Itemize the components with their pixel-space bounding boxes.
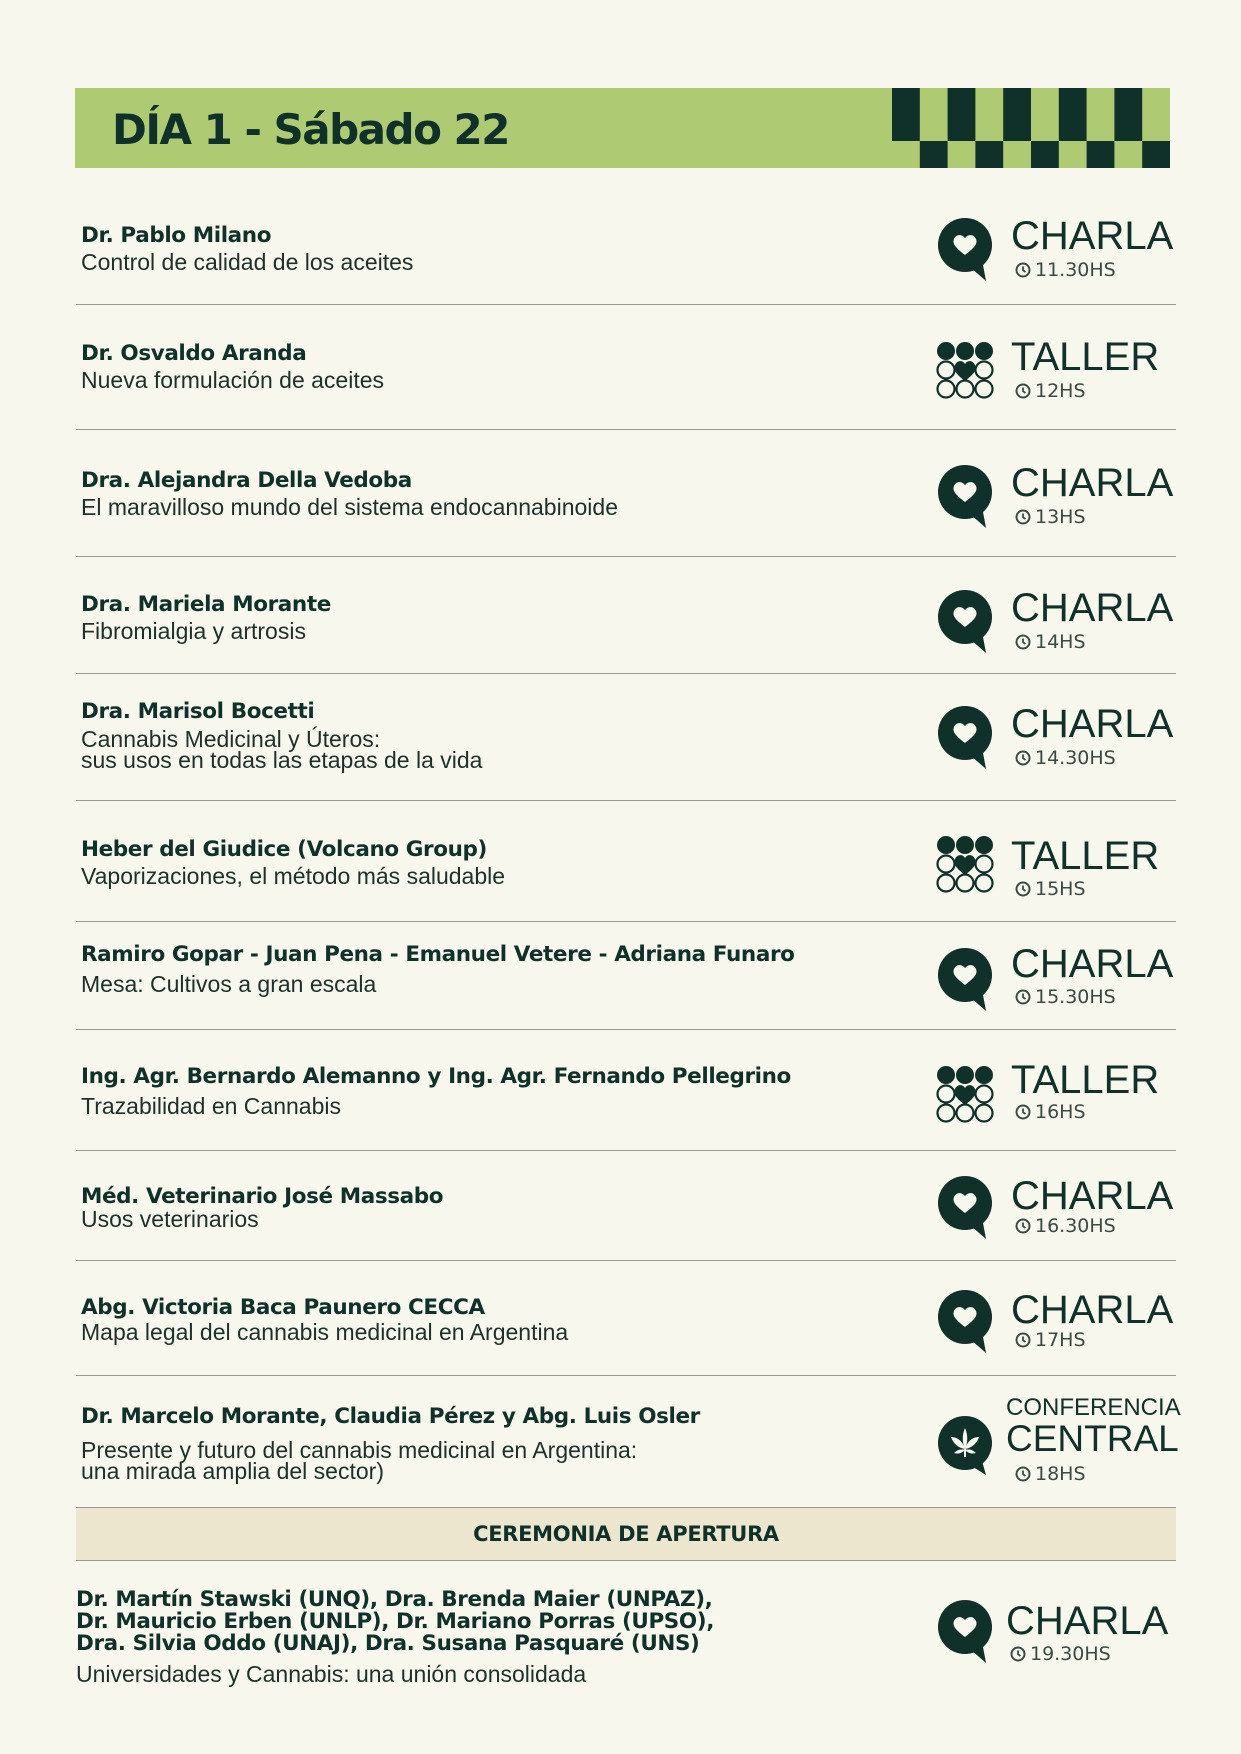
session-type: CHARLA	[1011, 1288, 1174, 1332]
speaker-names-line3: Dra. Silvia Oddo (UNAJ), Dra. Susana Pasquaré (UNS)	[76, 1631, 700, 1656]
speaker-name: Dr. Pablo Milano	[81, 223, 272, 248]
circles-heart-icon	[936, 1065, 994, 1123]
session-row	[76, 190, 1176, 305]
time-label: 15HS	[1035, 878, 1086, 900]
speaker-name: Ing. Agr. Bernardo Alemanno y Ing. Agr. Fernando Pellegrino	[81, 1064, 791, 1089]
ceremony-banner: CEREMONIA DE APERTURA	[76, 1507, 1176, 1561]
session-topic: Vaporizaciones, el método más saludable	[81, 863, 506, 889]
session-type-line2: CENTRAL	[1006, 1418, 1179, 1459]
time-label: 15.30HS	[1035, 986, 1116, 1008]
session-time	[1015, 1216, 1116, 1236]
speaker-name: Méd. Veterinario José Massabo	[81, 1184, 444, 1209]
session-type: CHARLA	[1011, 702, 1174, 746]
session-row-final	[76, 1561, 1176, 1711]
clock-icon	[1015, 750, 1031, 766]
session-row	[76, 801, 1176, 922]
time-label: 11.30HS	[1035, 259, 1116, 281]
speech-heart-icon	[936, 217, 994, 281]
session-time	[1015, 260, 1116, 280]
clock-icon	[1015, 1104, 1031, 1120]
clock-icon	[1015, 509, 1031, 525]
session-topic: El maravilloso mundo del sistema endocannabinoide	[81, 494, 618, 520]
time-label: 16HS	[1035, 1101, 1086, 1123]
session-type: CHARLA	[1011, 214, 1174, 258]
session-type: CHARLA	[1011, 461, 1174, 505]
session-row	[76, 305, 1176, 430]
time-label: 17HS	[1035, 1329, 1086, 1351]
time-label: 14.30HS	[1035, 747, 1116, 769]
session-time	[1010, 1644, 1111, 1664]
session-topic: Mapa legal del cannabis medicinal en Argentina	[81, 1319, 569, 1345]
speaker-name: Dra. Mariela Morante	[81, 592, 331, 617]
session-topic: Mesa: Cultivos a gran escala	[81, 971, 377, 997]
clock-icon	[1015, 881, 1031, 897]
session-type: CHARLA	[1011, 942, 1174, 986]
session-topic: Trazabilidad en Cannabis	[81, 1093, 341, 1119]
session-row	[76, 674, 1176, 801]
speech-leaf-icon	[936, 1415, 994, 1479]
session-type: CHARLA	[1011, 1174, 1174, 1218]
session-time	[1015, 1102, 1086, 1122]
speech-heart-icon	[936, 1599, 994, 1663]
time-label: 14HS	[1035, 631, 1086, 653]
speech-heart-icon	[936, 1175, 994, 1239]
clock-icon	[1015, 383, 1031, 399]
session-time	[1015, 748, 1116, 768]
session-type: TALLER	[1011, 834, 1160, 878]
session-topic: Nueva formulación de aceites	[81, 367, 384, 393]
speech-heart-icon	[936, 1289, 994, 1353]
session-time	[1015, 1464, 1086, 1484]
time-label: 19.30HS	[1030, 1643, 1111, 1665]
session-time	[1015, 381, 1086, 401]
checker-pattern-decoration	[892, 88, 1170, 168]
session-topic: Usos veterinarios	[81, 1206, 259, 1232]
session-type: CHARLA	[1006, 1599, 1169, 1643]
session-type: TALLER	[1011, 1058, 1160, 1102]
session-topic: Control de calidad de los aceites	[81, 249, 414, 275]
clock-icon	[1015, 262, 1031, 278]
clock-icon	[1010, 1646, 1026, 1662]
session-topic-line2: sus usos en todas las etapas de la vida	[81, 747, 483, 773]
speaker-name: Ramiro Gopar - Juan Pena - Emanuel Vetere - Adriana Funaro	[81, 942, 795, 967]
session-row	[76, 557, 1176, 674]
session-topic: Presente y futuro del cannabis medicinal en Argentina:	[81, 1437, 638, 1463]
conference-row	[76, 1376, 1181, 1507]
session-row	[76, 1151, 1176, 1261]
time-label: 18HS	[1035, 1463, 1086, 1485]
circles-heart-icon	[936, 835, 994, 893]
session-type-line1: CONFERENCIA	[1006, 1394, 1181, 1421]
speaker-names-line1: Dr. Martín Stawski (UNQ), Dra. Brenda Maier (UNPAZ),	[76, 1587, 713, 1612]
speaker-name: Abg. Victoria Baca Paunero CECCA	[81, 1295, 485, 1320]
session-row	[76, 1261, 1176, 1376]
day-title: DÍA 1 - Sábado 22	[112, 105, 510, 154]
day-header	[75, 88, 1170, 168]
speech-heart-icon	[936, 589, 994, 653]
session-time	[1015, 987, 1116, 1007]
time-label: 16.30HS	[1035, 1215, 1116, 1237]
session-row	[76, 430, 1176, 557]
session-time	[1015, 879, 1086, 899]
clock-icon	[1015, 1466, 1031, 1482]
session-time	[1015, 632, 1086, 652]
speaker-name: Dra. Alejandra Della Vedoba	[81, 468, 412, 493]
speaker-name: Dr. Marcelo Morante, Claudia Pérez y Abg. Luis Osler	[81, 1404, 700, 1429]
session-time	[1015, 507, 1086, 527]
speech-heart-icon	[936, 947, 994, 1011]
session-topic: Universidades y Cannabis: una unión consolidada	[76, 1661, 587, 1687]
clock-icon	[1015, 634, 1031, 650]
clock-icon	[1015, 1332, 1031, 1348]
session-time	[1015, 1330, 1086, 1350]
session-topic: Cannabis Medicinal y Úteros:	[81, 726, 381, 752]
clock-icon	[1015, 989, 1031, 1005]
session-type: CHARLA	[1011, 586, 1174, 630]
speaker-names-line2: Dr. Mauricio Erben (UNLP), Dr. Mariano Porras (UPSO),	[76, 1609, 714, 1634]
speaker-name: Dra. Marisol Bocetti	[81, 699, 315, 724]
speech-heart-icon	[936, 705, 994, 769]
session-type: TALLER	[1011, 335, 1160, 379]
circles-heart-icon	[936, 341, 994, 399]
session-topic: Fibromialgia y artrosis	[81, 618, 306, 644]
clock-icon	[1015, 1218, 1031, 1234]
session-topic-line2: una mirada amplia del sector)	[81, 1458, 384, 1484]
time-label: 12HS	[1035, 380, 1086, 402]
session-row	[76, 922, 1176, 1030]
time-label: 13HS	[1035, 506, 1086, 528]
speech-heart-icon	[936, 464, 994, 528]
speaker-name: Heber del Giudice (Volcano Group)	[81, 837, 487, 862]
speaker-name: Dr. Osvaldo Aranda	[81, 341, 307, 366]
session-row	[76, 1030, 1176, 1151]
